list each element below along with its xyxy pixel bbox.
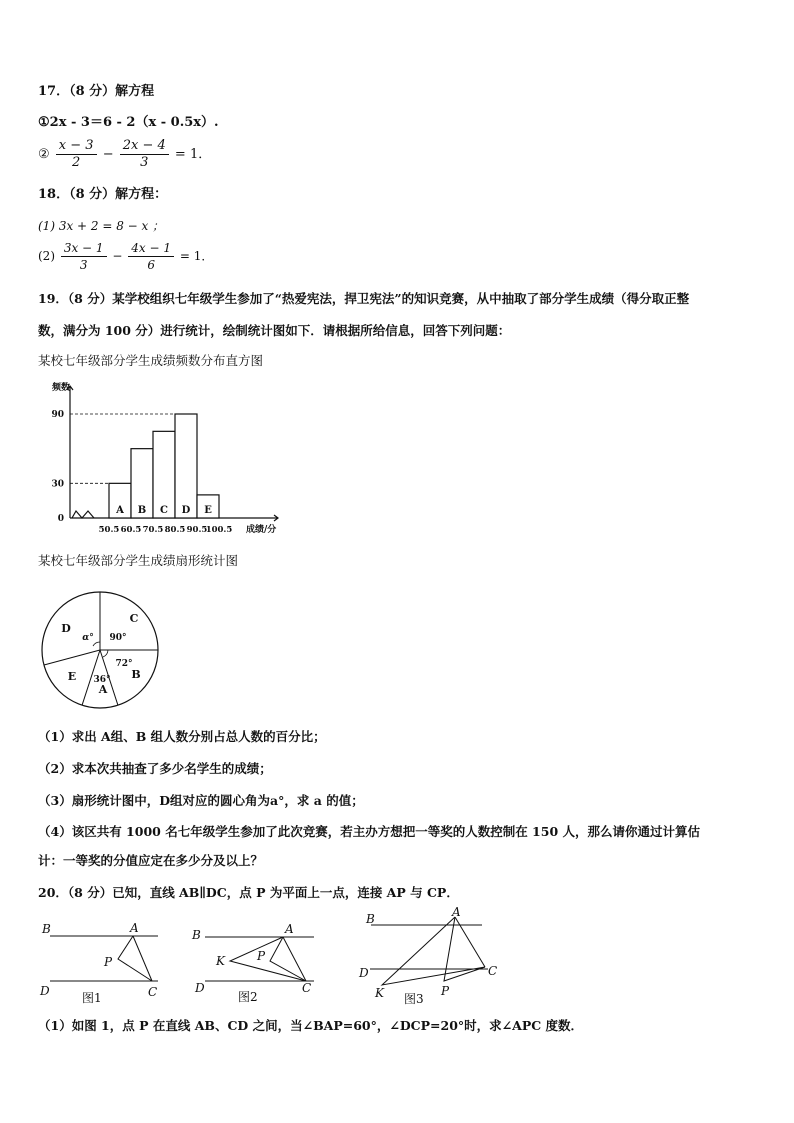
fig3-label-p: P [441, 984, 450, 998]
fig2-label-a: A [285, 922, 294, 936]
q19-sub4-line1: （4）该区共有 1000 名七年级学生参加了此次竞赛，若主办方想把一等奖的人数控制在 150 人，那么请你通过计算估 [38, 824, 700, 839]
hist-bar-D [175, 414, 197, 518]
q19-sub4-line2: 计：一等奖的分值应定在多少分及以上？ [38, 853, 264, 868]
pie-label-C: C [129, 612, 139, 625]
q18-eq2 [38, 240, 213, 273]
q17-frac1 [56, 138, 97, 171]
fig3-label-c: C [488, 964, 498, 978]
fig2-label-d: D [195, 981, 205, 995]
pie-label-E: E [67, 670, 77, 683]
hist-xtick-0: 50.5 [98, 525, 120, 535]
hist-bar-label-E: E [204, 505, 212, 516]
hist-xtick-5: 100.5 [205, 525, 233, 535]
q17-frac2-den: 3 [140, 155, 149, 170]
q19-sub2: （2）求本次共抽查了多少名学生的成绩； [38, 761, 272, 776]
hist-bar-label-D: D [181, 505, 191, 516]
q18-frac2-num: 4x − 1 [128, 240, 174, 257]
hist-axis-break [72, 511, 94, 518]
q20-header: 20．（8 分）已知，直线 AB∥DC，点 P 为平面上一点，连接 AP 与 CP． [38, 885, 459, 900]
fig1-label-a: A [130, 921, 139, 935]
pie-angle-C: 90° [109, 633, 127, 643]
fig3-caption: 图3 [404, 992, 424, 1006]
hist-bar-label-C: C [160, 505, 168, 516]
q18-eq2-suffix: = 1． [179, 249, 214, 263]
q17-frac2 [120, 138, 169, 171]
fig2-label-b: B [192, 928, 201, 942]
pie-title: 某校七年级部分学生成绩扇形统计图 [38, 553, 239, 568]
q18-frac1 [61, 240, 107, 273]
q18-eq1: (1) 3x + 2 = 8 − x ； [38, 219, 165, 233]
hist-xtick-4: 90.5 [186, 525, 208, 535]
hist-ytick-30: 30 [51, 479, 64, 490]
q18-minus: − [112, 249, 123, 263]
fig3-label-k: K [375, 986, 384, 1000]
q18-frac2-den: 6 [147, 258, 155, 272]
q18-frac2 [128, 240, 174, 273]
q17-eq2-prefix: ② [38, 147, 50, 162]
q20-figures [30, 905, 530, 1010]
pie-label-A: A [98, 683, 108, 696]
q19-sub1: （1）求出 A组、B 组人数分别占总人数的百分比； [38, 729, 326, 744]
fig2-caption: 图2 [238, 990, 258, 1004]
q17-frac1-den: 2 [72, 155, 81, 170]
q17-frac1-num: x − 3 [56, 138, 97, 155]
pie-label-B: B [131, 668, 141, 681]
q17-eq2 [38, 138, 211, 171]
q17-header: 17．（8 分）解方程 [38, 84, 155, 99]
fig1-caption: 图1 [82, 991, 102, 1005]
fig1-label-b: B [42, 922, 51, 936]
q20-sub1: （1）如图 1，点 P 在直线 AB、CD 之间，当∠BAP=60°，∠DCP=20°时，求∠APC 度数． [38, 1018, 584, 1033]
q17-minus: − [102, 147, 114, 162]
q17-eq1: ①2x - 3＝6 - 2（x - 0.5x）. [38, 115, 219, 130]
pie-angle-B: 72° [115, 659, 133, 669]
fig1-label-d: D [40, 984, 50, 998]
pie-chart [38, 582, 178, 712]
hist-xtick-2: 70.5 [142, 525, 164, 535]
fig2-label-c: C [302, 981, 312, 995]
fig1-label-c: C [148, 985, 158, 999]
q19-line2: 数，满分为 100 分）进行统计，绘制统计图如下．请根据所给信息，回答下列问题： [38, 323, 511, 338]
hist-ylabel: 频数 [52, 383, 71, 393]
fig3-label-b: B [366, 912, 375, 926]
pie-angle-A: 36° [93, 675, 111, 685]
q18-eq2-prefix: (2) [38, 249, 55, 263]
histogram-title: 某校七年级部分学生成绩频数分布直方图 [38, 353, 264, 368]
fig2-label-p: P [257, 949, 266, 963]
pie-label-D: D [61, 622, 71, 635]
fig3-label-a: A [452, 905, 461, 919]
q18-header: 18．（8 分）解方程： [38, 187, 168, 202]
q19-line1: 19．（8 分）某学校组织七年级学生参加了“热爱宪法，捍卫宪法”的知识竞赛，从中抽取了部分学生成绩（得分取正整 [38, 291, 690, 306]
histogram-chart [38, 376, 298, 536]
hist-ytick-90: 90 [51, 410, 64, 420]
q19-sub3: （3）扇形统计图中，D组对应的圆心角为a°，求 a 的值； [38, 793, 364, 808]
q17-eq2-suffix: = 1． [174, 147, 212, 162]
hist-bar-label-A: A [116, 505, 124, 516]
q17-frac2-num: 2x − 4 [120, 138, 169, 155]
fig3-label-d: D [359, 966, 369, 980]
fig1-label-p: P [104, 955, 113, 969]
hist-xtick-1: 60.5 [120, 525, 142, 535]
hist-ytick-0: 0 [57, 514, 64, 524]
pie-angle-D: α° [82, 633, 94, 643]
hist-xlabel: 成绩/分 [246, 525, 277, 535]
hist-xtick-3: 80.5 [164, 525, 186, 535]
fig2-label-k: K [216, 954, 225, 968]
q18-frac1-num: 3x − 1 [61, 240, 107, 257]
q18-frac1-den: 3 [79, 258, 88, 272]
hist-bar-label-B: B [137, 505, 147, 516]
